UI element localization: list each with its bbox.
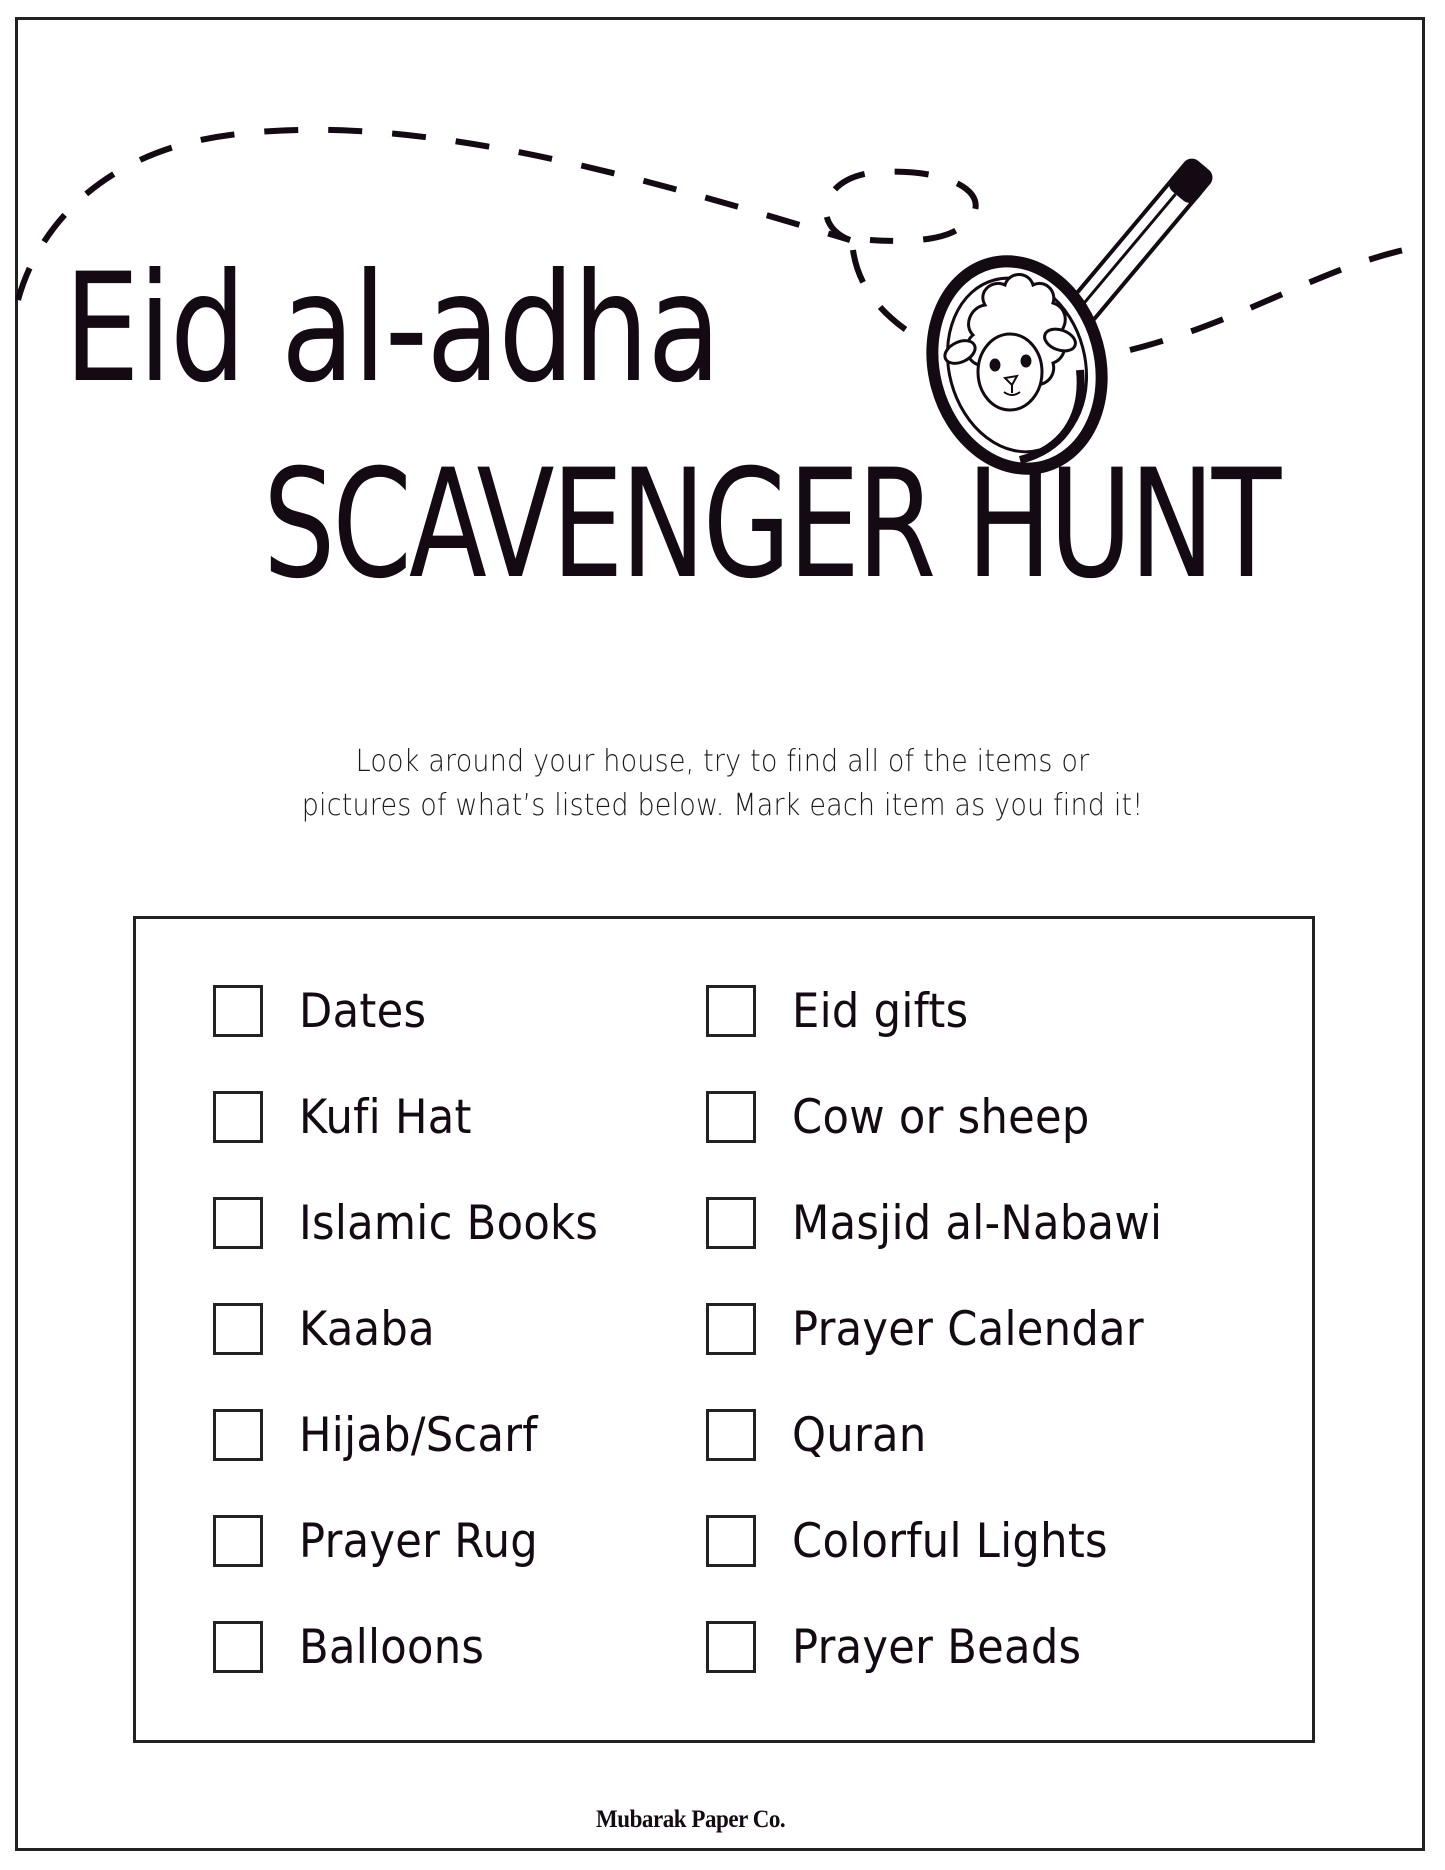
checklist-item[interactable]	[213, 1619, 500, 1675]
checkbox[interactable]	[706, 1197, 756, 1249]
item-label: Hijab/Scarf	[299, 1407, 538, 1463]
item-label: Prayer Rug	[299, 1513, 539, 1569]
checklist-item[interactable]	[706, 1619, 1107, 1675]
instructions-line-1: Look around your house, try to find all of the items or	[355, 744, 1090, 779]
checklist-item[interactable]	[213, 983, 437, 1039]
checkbox[interactable]	[706, 1515, 756, 1567]
item-label: Quran	[792, 1407, 927, 1463]
checklist-item[interactable]	[706, 1195, 1194, 1251]
item-label: Colorful Lights	[792, 1513, 1108, 1569]
checklist-item[interactable]	[706, 983, 984, 1039]
checklist-item[interactable]	[706, 1301, 1174, 1357]
checkbox[interactable]	[706, 1091, 756, 1143]
item-label: Balloons	[299, 1619, 485, 1675]
checkbox[interactable]	[213, 1621, 263, 1673]
checkbox[interactable]	[213, 1091, 263, 1143]
checklist-item[interactable]	[213, 1513, 559, 1569]
checkbox[interactable]	[213, 1409, 263, 1461]
checklist-item[interactable]	[213, 1301, 447, 1357]
checkbox[interactable]	[213, 985, 263, 1037]
item-label: Islamic Books	[299, 1195, 599, 1251]
item-label: Prayer Beads	[792, 1619, 1082, 1675]
checkbox[interactable]	[213, 1515, 263, 1567]
item-label: Cow or sheep	[792, 1089, 1090, 1145]
checklist-item[interactable]	[706, 1513, 1135, 1569]
checklist-item[interactable]	[213, 1195, 624, 1251]
checkbox[interactable]	[213, 1303, 263, 1355]
checklist-item[interactable]	[213, 1089, 487, 1145]
title-line-2: SCAVENGER HUNT	[263, 438, 1279, 612]
checkbox[interactable]	[706, 1303, 756, 1355]
instructions	[0, 740, 1445, 828]
checkbox[interactable]	[706, 1621, 756, 1673]
item-label: Eid gifts	[792, 983, 969, 1039]
checklist-item[interactable]	[213, 1407, 559, 1463]
item-label: Dates	[299, 983, 427, 1039]
checklist-item[interactable]	[706, 1407, 938, 1463]
item-label: Prayer Calendar	[792, 1301, 1144, 1357]
checklist-item[interactable]	[706, 1089, 1116, 1145]
brand-footer: Mubarak Paper Co.	[596, 1806, 786, 1833]
checkbox[interactable]	[706, 1409, 756, 1461]
item-label: Kaaba	[299, 1301, 435, 1357]
item-label: Kufi Hat	[299, 1089, 472, 1145]
checkbox[interactable]	[706, 985, 756, 1037]
instructions-line-2: pictures of what’s listed below. Mark each item as you find it!	[301, 788, 1144, 823]
checkbox[interactable]	[213, 1197, 263, 1249]
item-label: Masjid al-Nabawi	[792, 1195, 1163, 1251]
title-line-1: Eid al-adha	[64, 242, 720, 416]
